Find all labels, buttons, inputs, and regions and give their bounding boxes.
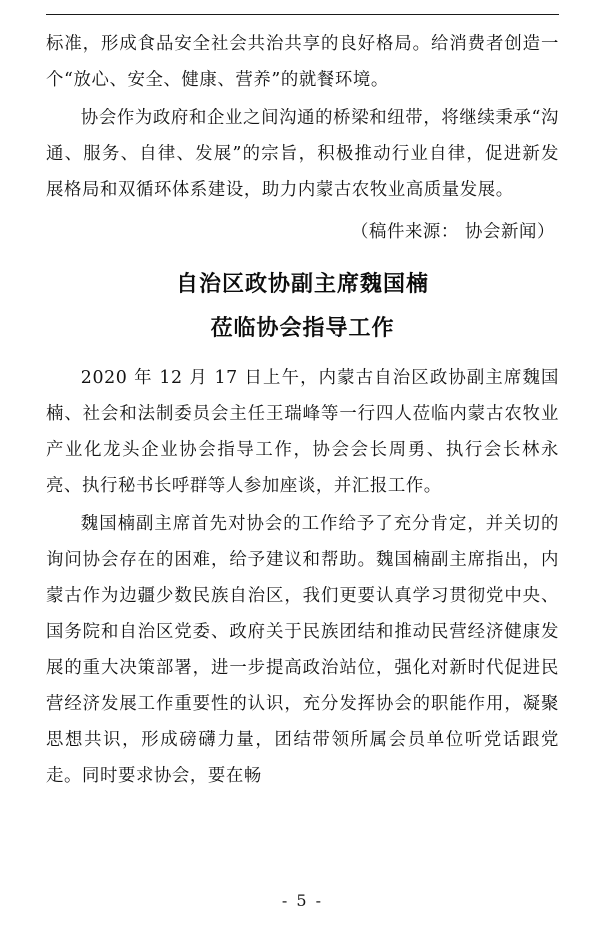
document-body (46, 26, 559, 208)
article-heading (46, 262, 559, 350)
source-attribution: （稿件来源： 协会新闻） (350, 222, 555, 242)
article-heading-line1: 自治区政协副主席魏国楠 (175, 271, 429, 297)
page-top-rule (46, 14, 559, 15)
paragraph-association-role: 协会作为政府和企业之间沟通的桥梁和纽带，将继续秉承“沟通、服务、自律、发展”的宗旨，积极推动行业自律，促进新发展格局和双循环体系建设，助力内蒙古农牧业高质量发展。 (46, 108, 559, 200)
page-number: - 5 - (281, 891, 324, 910)
paragraph-continuation: 标准，形成食品安全社会共治共享的良好格局。给消费者创造一个“放心、安全、健康、营养”的就餐环境。 (46, 34, 559, 90)
article-heading-line2: 莅临协会指导工作 (210, 315, 395, 341)
paragraph-remarks: 魏国楠副主席首先对协会的工作给予了充分肯定，并关切的询问协会存在的困难，给予建议和帮助。魏国楠副主席指出，内蒙古作为边疆少数民族自治区，我们更要认真学习贯彻党中央、国务院和自治区党委、政府关于民族团结和推动民营经济健康发展的重大决策部署，进一步提高政治站位，强化对新时代促进民营经济发展工作重要性的认识，充分发挥协会的职能作用，凝聚思想共识，形成磅礴力量，团结带领所属会员单位听党话跟党走。同时要求协会，要在畅 (46, 514, 559, 786)
paragraph-visit-details: 2020 年 12 月 17 日上午，内蒙古自治区政协副主席魏国楠、社会和法制委员会主任王瑞峰等一行四人莅临内蒙古农牧业产业化龙头企业协会指导工作，协会会长周勇、执行会长林永亮、执行秘书长呼群等人参加座谈，并汇报工作。 (46, 368, 559, 496)
article-body (46, 360, 559, 794)
